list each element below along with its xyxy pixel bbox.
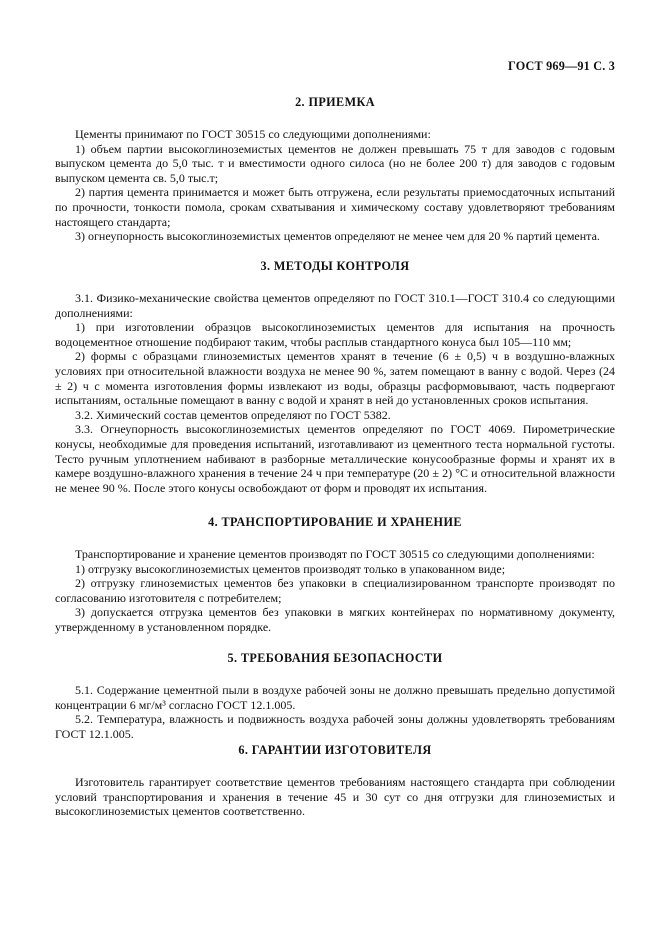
paragraph: 5.2. Температура, влажность и подвижность воздуха рабочей зоны должны удовлетворять требованиям ГОСТ 12.1.005. xyxy=(55,712,615,741)
paragraph: 1) при изготовлении образцов высокоглиноземистых цементов для испытания на прочность водоцементное отношение подбирают таким, чтобы расплыв стандартного конуса был 105—110 мм; xyxy=(55,320,615,349)
paragraph: 3.3. Огнеупорность высокоглиноземистых цементов определяют по ГОСТ 4069. Пирометрические конусы, необходимые для проведения испытаний, изготавливают из цементного теста нормальной густоты. Тесто ручным уплотнением набивают в разборные металлические конусообразные формы и хранят их в камере воздушно-влажного хранения в течение 24 ч при температуре (20 ± 2) °С и относительной влажности не менее 90 %. После этого конусы освобождают от форм и проводят их испытания. xyxy=(55,422,615,495)
section-transport-storage xyxy=(55,515,615,635)
paragraph: 3) огнеупорность высокоглиноземистых цементов определяют не менее чем для 20 % партий цемента. xyxy=(75,229,600,244)
section-warranty xyxy=(55,743,615,819)
section-heading: 6. ГАРАНТИИ ИЗГОТОВИТЕЛЯ xyxy=(238,743,432,757)
paragraph: Транспортирование и хранение цементов производят по ГОСТ 30515 со следующими дополнениями: xyxy=(75,547,595,561)
running-header: ГОСТ 969—91 С. 3 xyxy=(508,59,615,73)
paragraph: 2) отгрузку глиноземистых цементов без упаковки в специализированном транспорте производят по согласованию изготовителя с потребителем; xyxy=(55,576,615,605)
paragraph: Цементы принимают по ГОСТ 30515 со следующими дополнениями: xyxy=(75,127,431,141)
paragraph: 1) отгрузку высокоглиноземистых цементов производят только в упакованном виде; xyxy=(75,561,506,576)
paragraph: 1) объем партии высокоглиноземистых цементов не должен превышать 75 т для заводов с годовым выпуском цемента до 5,0 тыс. т и вместимости одного силоса (но не более 200 т) для заводов с годовым выпуском цемента св. 5,0 тыс.т; xyxy=(55,141,615,185)
section-safety xyxy=(55,651,615,741)
section-heading: 5. ТРЕБОВАНИЯ БЕЗОПАСНОСТИ xyxy=(227,651,443,665)
paragraph: 3) допускается отгрузка цементов без упаковки в мягких контейнерах по нормативному документу, утвержденному в установленном порядке. xyxy=(55,605,615,634)
paragraph: 2) формы с образцами глиноземистых цементов хранят в течение (6 ± 0,5) ч в воздушно-влажных условиях при относительной влажности воздуха не менее 90 %, затем помещают в ванну с водой. Через (24 ± 2) ч с момента изготовления формы извлекают из воды, образцы расформовывают, часть подвергают испытаниям, остальные помещают в ванну с водой и хранят в ней до установленных сроков испытания. xyxy=(55,349,615,408)
section-heading: 4. ТРАНСПОРТИРОВАНИЕ И ХРАНЕНИЕ xyxy=(208,515,462,529)
paragraph: 3.2. Химический состав цементов определяют по ГОСТ 5382. xyxy=(75,407,391,422)
section-acceptance xyxy=(55,95,615,244)
section-heading: 3. МЕТОДЫ КОНТРОЛЯ xyxy=(260,259,410,273)
section-heading: 2. ПРИЕМКА xyxy=(295,95,375,109)
paragraph: 3.1. Физико-механические свойства цементов определяют по ГОСТ 310.1—ГОСТ 310.4 со следующими дополнениями: xyxy=(55,291,615,320)
paragraph: Изготовитель гарантирует соответствие цементов требованиям настоящего стандарта при соблюдении условий транспортирования и хранения в течение 45 и 30 сут со дня отгрузки для глиноземистых и высокоглиноземистых цементов соответственно. xyxy=(55,775,615,819)
paragraph: 2) партия цемента принимается и может быть отгружена, если результаты приемосдаточных испытаний по прочности, тонкости помола, срокам схватывания и химическому составу удовлетворяют требованиям настоящего стандарта; xyxy=(55,185,615,229)
paragraph: 5.1. Содержание цементной пыли в воздухе рабочей зоны не должно превышать предельно допустимой концентрации 6 мг/м³ согласно ГОСТ 12.1.005. xyxy=(55,683,615,712)
section-test-methods xyxy=(55,259,615,495)
